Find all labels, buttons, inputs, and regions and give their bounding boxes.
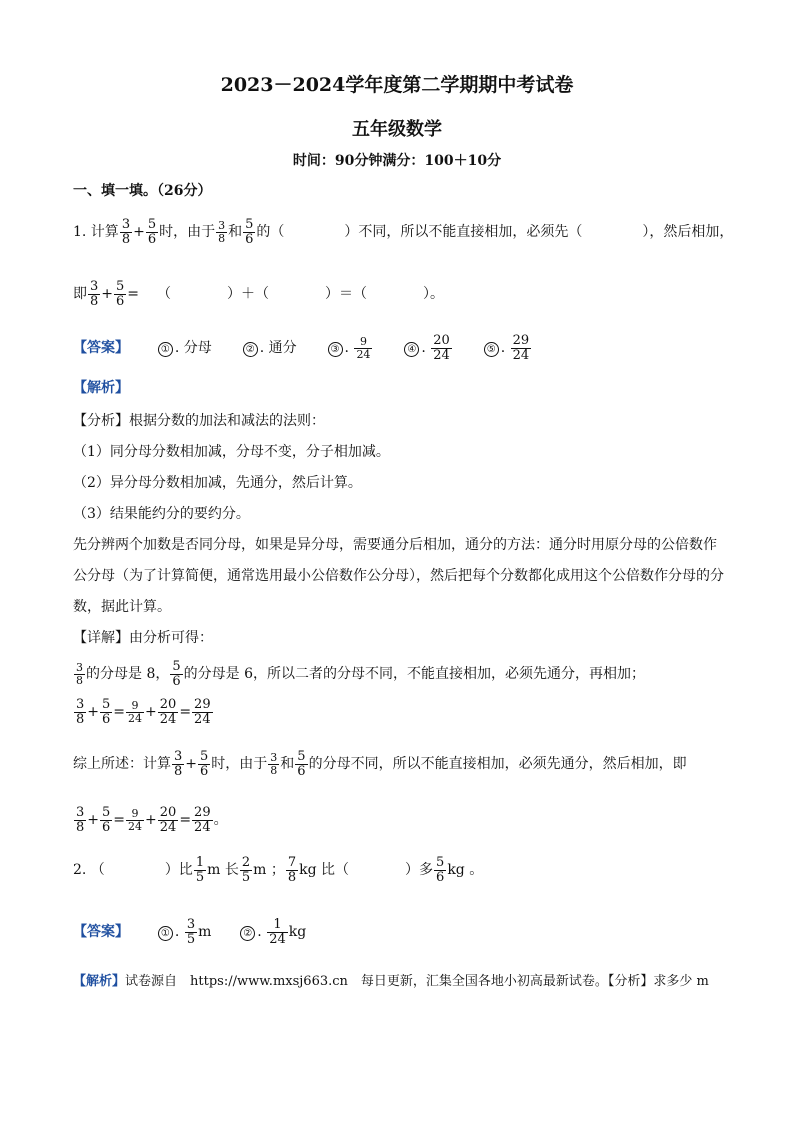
footer-text: 试卷源自 https://www.mxsj663.cn 每日更新，汇集全国各地小初高最新试卷。【分析】求多少 m (125, 974, 709, 989)
fraction: $\frac{29}{24}$ (194, 697, 211, 727)
analysis-label: 【解析】 (73, 380, 129, 396)
fraction: $\frac{5}{6}$ (245, 217, 254, 247)
circled-number: ⑤ (484, 342, 499, 357)
fraction: $\frac{3}{8}$ (121, 217, 131, 247)
footer-analysis (73, 975, 709, 988)
equation-line-1: $\frac{3}{8}$ + $\frac{5}{6}$ = $\frac{9}{24}$ + $\frac{20}{24}$ = $\frac{29}{24}$ (76, 697, 211, 727)
fraction: $\frac{1}{24}$ (269, 917, 286, 947)
fraction: $\frac{5}{6}$ (200, 749, 209, 779)
question-2: 2. （ ）比 $\frac{1}{5}$ m 长 $\frac{2}{5}$ m ； $\frac{7}{8}$ kg 比（ ）多 $\frac{5}{6}$ kg 。 (73, 855, 484, 885)
rule-2: （2）异分母分数相加减，先通分，然后计算。 (73, 475, 362, 491)
circled-number: ② (240, 926, 255, 941)
fraction: $\frac{5}{6}$ (102, 697, 111, 727)
answer-2: 【答案】 ① . $\frac{3}{5}$ m ② . $\frac{1}{24}$ kg (73, 917, 307, 947)
fraction: $\frac{3}{8}$ (218, 219, 226, 245)
fraction: $\frac{5}{6}$ (102, 805, 111, 835)
circled-number: ② (243, 342, 258, 357)
fraction: $\frac{9}{24}$ (128, 699, 143, 725)
fraction: $\frac{5}{6}$ (116, 279, 125, 309)
equation-line-2: $\frac{3}{8}$ + $\frac{5}{6}$ = $\frac{9}{24}$ + $\frac{20}{24}$ = $\frac{29}{24}$ 。 (76, 805, 228, 835)
fraction: $\frac{3}{8}$ (174, 749, 183, 779)
exam-subtitle: 五年级数学 (352, 119, 442, 140)
fraction: $\frac{20}{24}$ (159, 697, 177, 727)
question-1-line-1: 1. 计算 $\frac{3}{8}$ + $\frac{5}{6}$ 时，由于 $\frac{3}{8}$ 和 $\frac{5}{6}$ 的（ ）不同，所以不能直接相加，必须先（ ），然后相加， (73, 217, 734, 247)
detail-line-1: $\frac{3}{8}$ 的分母是 8， $\frac{5}{6}$ 的分母是 6，所以二者的分母不同，不能直接相加，必须先通分，再相加； (76, 659, 645, 689)
fraction: $\frac{20}{24}$ (433, 333, 450, 363)
fraction: $\frac{9}{24}$ (128, 807, 143, 833)
answer-label: 【答案】 (73, 924, 129, 941)
fraction: $\frac{3}{8}$ (76, 805, 85, 835)
q1-number: 1. 计算 (73, 224, 119, 241)
rule-3: （3）结果能约分的要约分。 (73, 506, 250, 522)
fraction: $\frac{3}{5}$ (186, 917, 196, 947)
summary-line: 综上所述：计算 $\frac{3}{8}$ + $\frac{5}{6}$ 时，由于 $\frac{3}{8}$ 和 $\frac{5}{6}$ 的分母不同，所以不能直接相加，必须先通分，然后相加，即 (73, 749, 687, 779)
paragraph-line-3: 数，据此计算。 (73, 599, 171, 615)
exam-title: 2023－2024学年度第二学期期中考试卷 (220, 74, 574, 96)
fraction: $\frac{5}{6}$ (172, 659, 181, 689)
detail-label: 【详解】由分析可得： (73, 630, 213, 646)
fraction: $\frac{5}{6}$ (297, 749, 306, 779)
rule-1: （1）同分母分数相加减，分母不变，分子相加减。 (73, 444, 390, 460)
fraction: $\frac{3}{8}$ (90, 279, 99, 309)
fraction: $\frac{5}{6}$ (147, 217, 157, 247)
fraction: $\frac{3}{8}$ (76, 661, 83, 687)
analysis-intro: 【分析】根据分数的加法和减法的法则： (73, 413, 325, 429)
question-1-line-2: 即 $\frac{3}{8}$ + $\frac{5}{6}$ = （ ）＋（ ）＝（ ）。 (73, 279, 445, 309)
analysis-label: 【解析】 (73, 974, 126, 989)
fraction: $\frac{29}{24}$ (194, 805, 211, 835)
circled-number: ① (158, 926, 173, 941)
fraction: $\frac{3}{8}$ (76, 697, 85, 727)
answer-label: 【答案】 (73, 340, 129, 357)
paragraph-line-2: 公分母（为了计算简便，通常选用最小公倍数作公分母），然后把每个分数都化成用这个公倍数作分母的分 (73, 568, 724, 584)
paragraph-line-1: 先分辨两个加数是否同分母，如果是异分母，需要通分后相加，通分的方法：通分时用原分母的公倍数作 (73, 537, 717, 553)
fraction: $\frac{9}{24}$ (356, 335, 371, 361)
section-heading: 一、填一填。（26分） (73, 183, 212, 199)
fraction: $\frac{2}{5}$ (241, 855, 251, 885)
circled-number: ③ (328, 342, 343, 357)
fraction: $\frac{1}{5}$ (195, 855, 205, 885)
fraction: $\frac{7}{8}$ (287, 855, 297, 885)
circled-number: ① (158, 342, 173, 357)
circled-number: ④ (404, 342, 419, 357)
exam-time: 时间：90分钟满分：100＋10分 (292, 153, 502, 169)
fraction: $\frac{3}{8}$ (270, 751, 278, 777)
fraction: $\frac{5}{6}$ (436, 855, 445, 885)
answer-1: 【答案】 ① . 分母 ② . 通分 ③ . $\frac{9}{24}$ ④ . $\frac{20}{24}$ ⑤ . $\frac{29}{24}$ (73, 333, 530, 363)
fraction: $\frac{29}{24}$ (512, 333, 530, 363)
fraction: $\frac{20}{24}$ (159, 805, 177, 835)
